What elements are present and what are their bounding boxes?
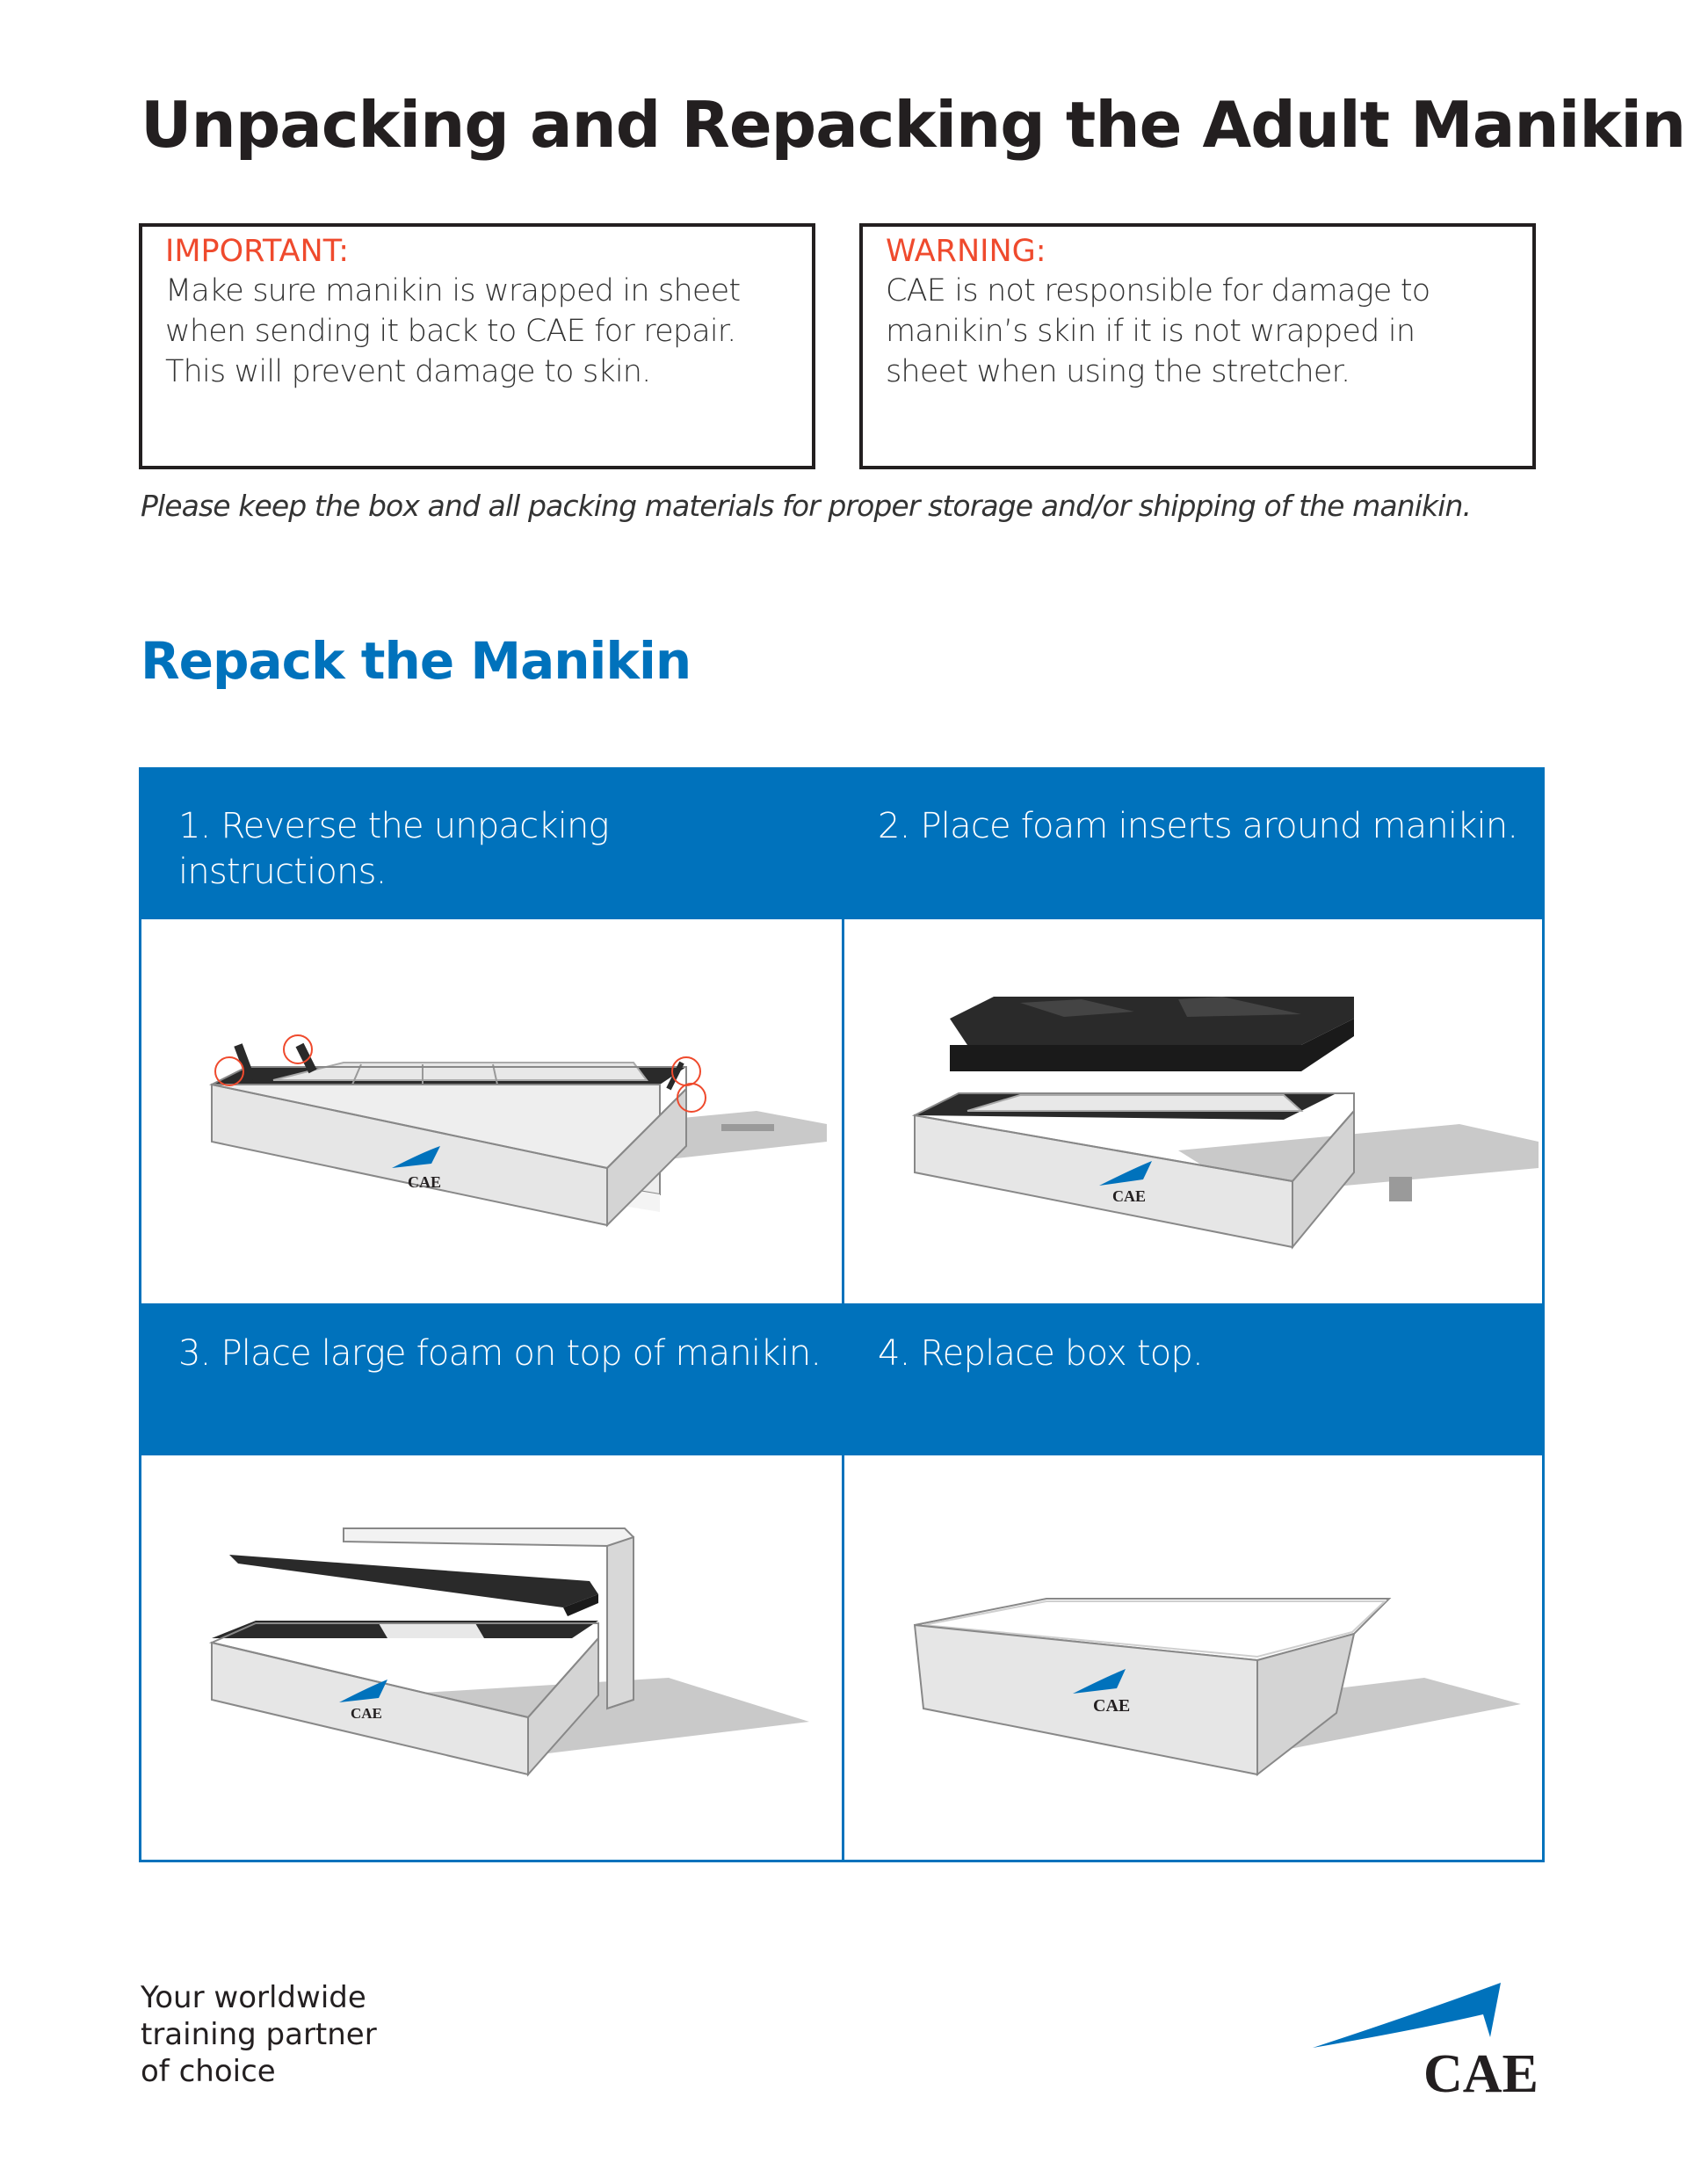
step-4-illustration xyxy=(844,1458,1542,1839)
box-with-large-foam-lid-image xyxy=(141,1458,842,1839)
cae-logo xyxy=(1309,1962,1552,2102)
step-2-header xyxy=(844,770,1542,919)
cae-swoosh-icon xyxy=(1313,1983,1501,2048)
box-logo-text: CAE xyxy=(1112,1187,1147,1205)
step-2-illustration xyxy=(844,922,1542,1303)
section-title: Repack the Manikin xyxy=(141,631,691,691)
box-logo-text: CAE xyxy=(1093,1696,1131,1716)
box-logo-text: CAE xyxy=(351,1705,382,1722)
footer-tagline: Your worldwide training partner of choice xyxy=(141,1980,377,2089)
warning-body: CAE is not responsible for damage to manikin’s skin if it is not wrapped in sheet when using the stretcher. xyxy=(886,273,1430,389)
box-logo-text: CAE xyxy=(408,1173,442,1191)
open-box-with-manikin-image xyxy=(141,922,842,1303)
step-3-header xyxy=(141,1306,842,1455)
step-1-illustration xyxy=(141,922,842,1303)
warning-heading: WARNING: xyxy=(886,234,1046,269)
step-2-label: 2. Place foam inserts around manikin. xyxy=(878,806,1518,846)
closed-box-image xyxy=(844,1458,1542,1839)
step-3-illustration xyxy=(141,1458,842,1839)
page-title: Unpacking and Repacking the Adult Manikin xyxy=(141,88,1686,162)
step-4-label: 4. Replace box top. xyxy=(878,1333,1203,1374)
warning-notice-box xyxy=(859,223,1536,469)
box-with-foam-insert-image xyxy=(844,922,1542,1303)
important-heading: IMPORTANT: xyxy=(165,234,350,269)
important-body: Make sure manikin is wrapped in sheet when sending it back to CAE for repair. This will prevent damage to skin. xyxy=(165,273,741,389)
cae-logo-text: CAE xyxy=(1423,2044,1539,2102)
keep-packaging-note: Please keep the box and all packing materials for proper storage and/or shipping of the manikin. xyxy=(141,489,1472,523)
step-4-header xyxy=(844,1306,1542,1455)
repack-steps-grid xyxy=(139,767,1545,1862)
step-1-header xyxy=(141,770,842,919)
step-1-label: 1. Reverse the unpacking instructions. xyxy=(178,806,609,892)
step-3-label: 3. Place large foam on top of manikin. xyxy=(178,1333,822,1374)
important-notice-box xyxy=(139,223,815,469)
